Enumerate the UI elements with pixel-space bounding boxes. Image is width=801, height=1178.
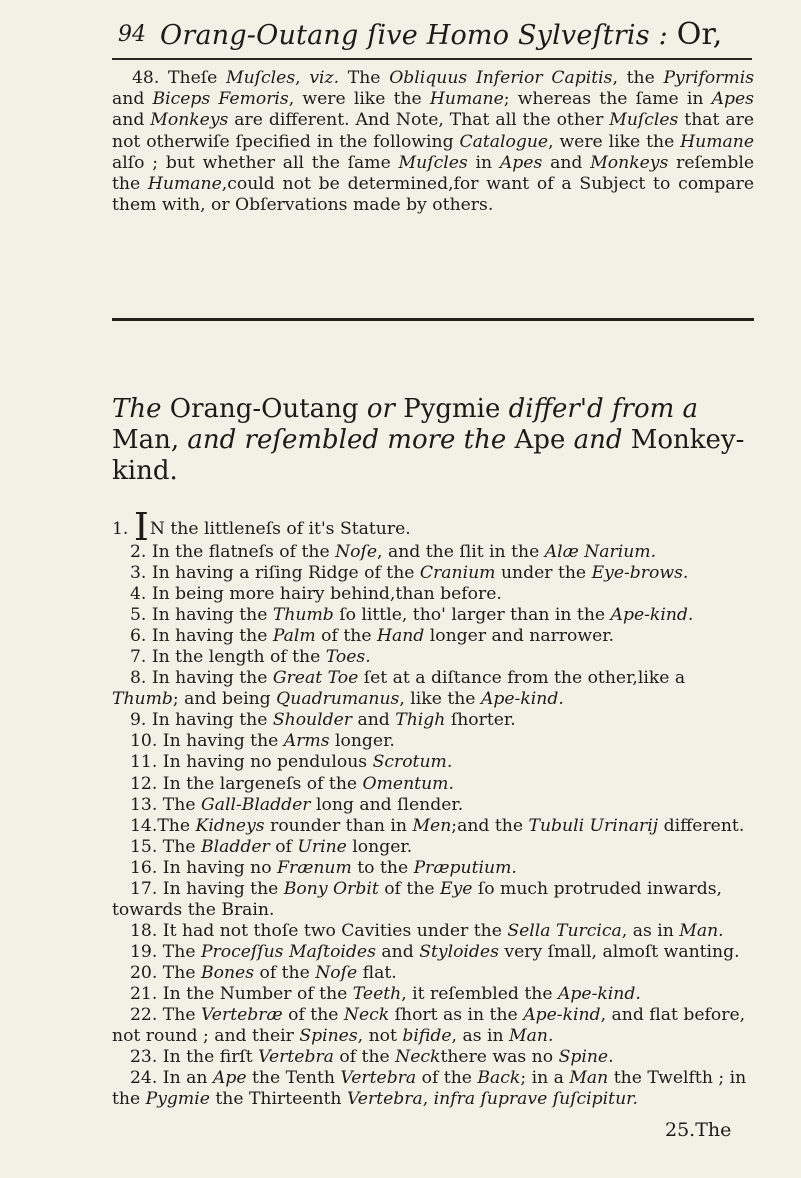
list-item: 5. In having the Thumb ſo little, tho' larger than in the Ape-kind. — [130, 605, 694, 626]
list-item: 23. In the firſt Vertebra of the Neckthere was no Spine. — [130, 1047, 614, 1068]
list-item: 2. In the flatneſs of the Noſe, and the ſlit in the Alæ Narium. — [130, 542, 657, 562]
list-item: 10. In having the Arms longer. — [130, 731, 395, 752]
section-divider — [112, 318, 754, 321]
list-item: 9. In having the Shoulder and Thigh ſhorter. — [130, 710, 516, 731]
list-item: 13. The Gall-Bladder long and ſlender. — [130, 794, 464, 815]
running-title: Orang-Outang ſive Homo Sylveſtris : Or, — [160, 17, 723, 52]
drop-cap: I — [133, 505, 149, 549]
list-item: 16. In having no Frænum to the Præputium. — [130, 857, 517, 878]
list-item: 20. The Bones of the Noſe flat. — [130, 962, 397, 983]
running-head — [118, 15, 758, 55]
paragraph-48: 48. Theſe Muſcles, viz. The Obliquus Inferior Capitis, the Pyriformis and Biceps Femoris, were like the Humane; whereas the ſame in Apes and Monkeys are different. And Note, That all the other Muſcles that are not otherwiſe ſpecified in the following Catalogue, were like the Humane alſo ; but whether all the ſame Muſcles in Apes and Monkeys reſemble the Humane,could not be determined,for want of a Subject to compare them with, or Obſervations made by others. — [112, 68, 755, 216]
list-item: 19. The Proceſſus Maſtoides and Styloides very ſmall, almoſt wanting. — [130, 941, 740, 962]
list-item: 18. It had not thoſe two Cavities under the Sella Turcica, as in Man. — [130, 920, 724, 941]
list-item: 7. In the length of the Toes. — [130, 647, 371, 668]
list-item: 11. In having no pendulous Scrotum. — [130, 752, 453, 773]
list-item: 8. In having the Great Toe ſet at a diſtance from the other,like a Thumb; and being Quadrumanus, like the Ape-kind. — [112, 668, 686, 710]
header-rule — [112, 58, 752, 60]
section-heading: The Orang-Outang or Pygmie differ'd from a Man, and reſembled more the Ape and Monkey-kind. — [112, 394, 745, 486]
list-item: 22. The Vertebræ of the Neck ſhort as in the Ape-kind, and flat before, not round ; and their Spines, not bifide, as in Man. — [112, 1005, 746, 1047]
catchword: 25.The — [665, 1119, 732, 1141]
page-number: 94 — [118, 22, 146, 47]
list-item: 15. The Bladder of Urine longer. — [130, 836, 413, 857]
list-item: 1. IN the littleneſs of it's Stature. — [112, 505, 411, 549]
differences-list — [112, 505, 754, 1110]
list-item: 24. In an Ape the Tenth Vertebra of the Back; in a Man the Twelfth ; in the Pygmie the Thirteenth Vertebra, infra ſuprave ſuſcipitur. — [112, 1068, 747, 1110]
list-item: 3. In having a riſing Ridge of the Cranium under the Eye-brows. — [130, 563, 689, 584]
list-item: 17. In having the Bony Orbit of the Eye ſo much protruded inwards, towards the Brain. — [112, 878, 723, 920]
list-item: 4. In being more hairy behind,than before. — [130, 584, 502, 605]
list-item: 12. In the largeneſs of the Omentum. — [130, 773, 454, 794]
list-item: 14.The Kidneys rounder than in Men;and the Tubuli Urinarij different. — [130, 815, 745, 836]
list-item: 21. In the Number of the Teeth, it reſembled the Ape-kind. — [130, 983, 641, 1004]
list-item: 6. In having the Palm of the Hand longer and narrower. — [130, 626, 615, 647]
